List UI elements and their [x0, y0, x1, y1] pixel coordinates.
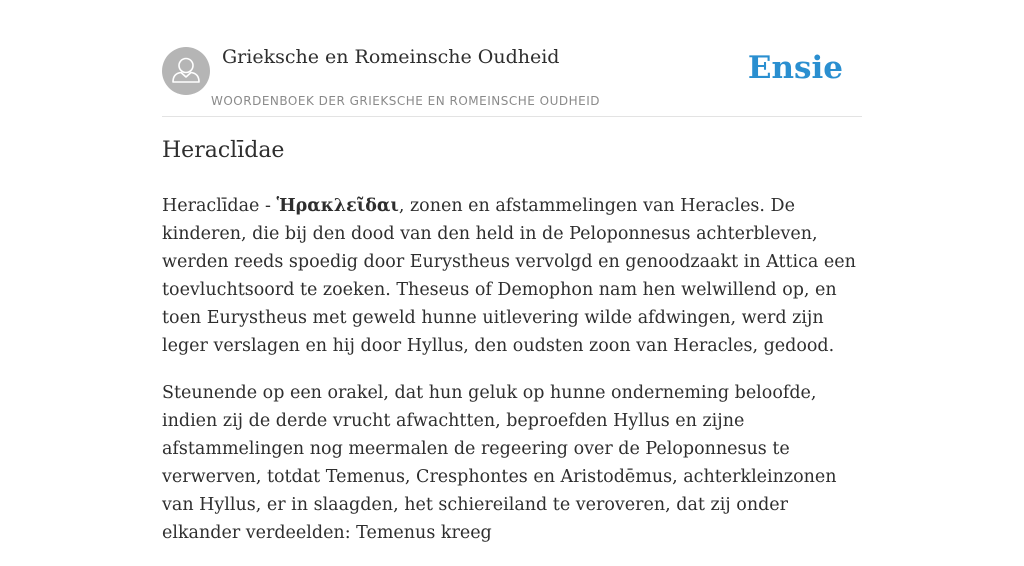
greek-term: Ἡρακλεῖδαι — [276, 196, 399, 216]
entry-title: Heraclīdae — [162, 138, 285, 163]
avatar — [162, 47, 210, 95]
paragraph-1-lead: Heraclīdae - — [162, 196, 277, 216]
user-icon — [162, 47, 210, 95]
source-title[interactable]: Grieksche en Romeinsche Oudheid — [222, 46, 560, 68]
paragraph-2: Steunende op een orakel, dat hun geluk op hunne onderneming beloofde, indien zij de derde vrucht afwachtten, beproefden Hyllus en zijne afstammelingen nog meermalen de regeering over de Peloponnesus te verwerven, totdat Temenus, Cresphontes en Aristodēmus, achterkleinzonen van Hyllus, er in slaagden, het schiereiland te veroveren, dat zij onder elkander verdeelden: Temenus kreeg — [162, 383, 837, 543]
entry-content — [162, 192, 867, 566]
paragraph-1 — [162, 192, 867, 360]
paragraph-1-body: , zonen en afstammelingen van Heracles. De kinderen, die bij den dood van den held in de Peloponnesus achterbleven, werden reeds spoedig door Eurystheus vervolgd en genoodzaakt in Attica een toevluchtsoord te zoeken. Theseus of Demophon nam hen welwillend op, en toen Eurystheus met geweld hunne uitlevering wilde afdwingen, werd zijn leger verslagen en hij door Hyllus, den oudsten zoon van Heracles, gedood. — [162, 196, 856, 356]
source-header — [162, 44, 862, 117]
ensie-logo-link[interactable]: Ensie — [747, 50, 843, 86]
source-subtitle: WOORDENBOEK DER GRIEKSCHE EN ROMEINSCHE OUDHEID — [211, 94, 601, 108]
